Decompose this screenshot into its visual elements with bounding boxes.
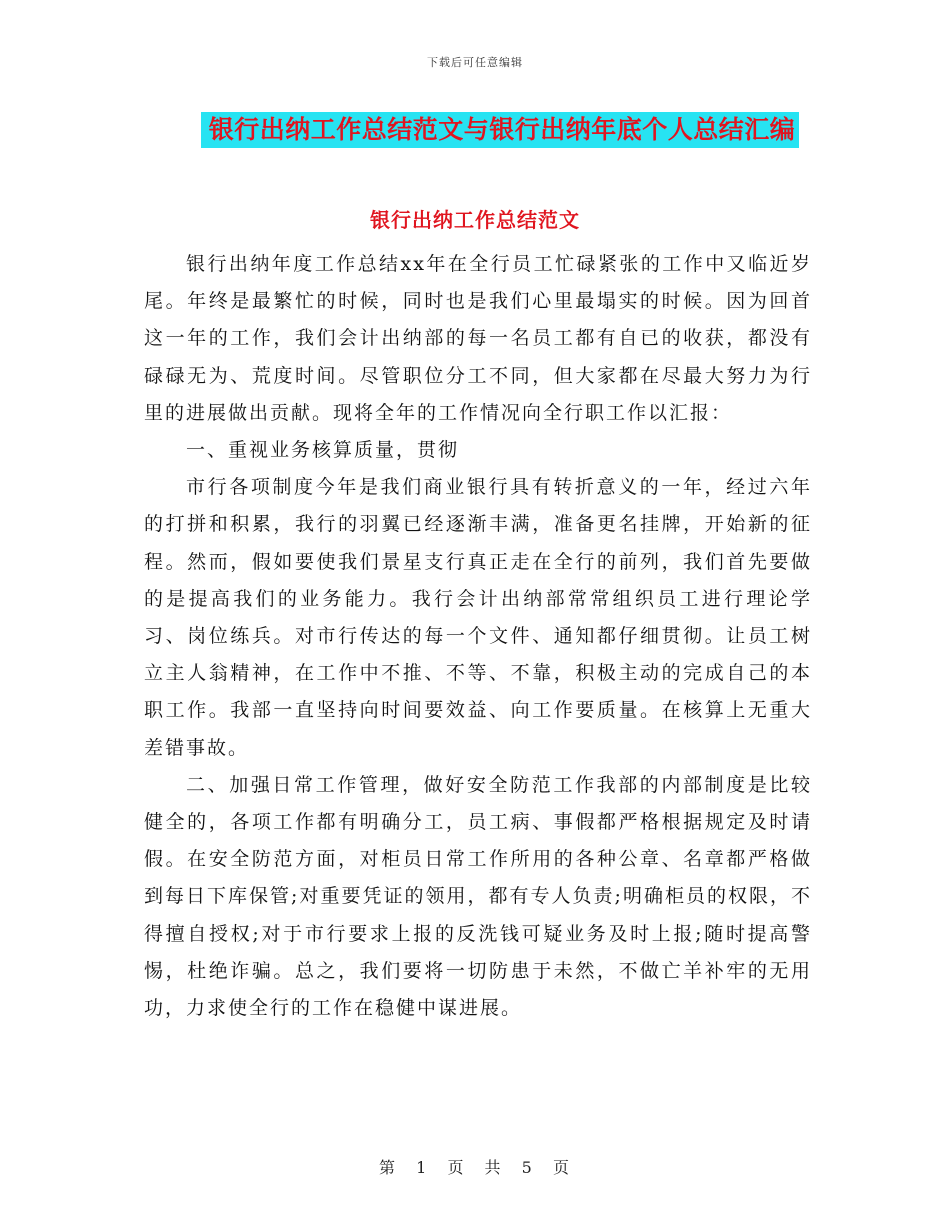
main-title: 银行出纳工作总结范文与银行出纳年底个人总结汇编: [201, 112, 800, 148]
paragraph-intro: 银行出纳年度工作总结xx年在全行员工忙碌紧张的工作中又临近岁尾。年终是最繁忙的时候，同时也是我们心里最塌实的时候。因为回首这一年的工作，我们会计出纳部的每一名员工都有自已的收获，都没有碌碌无为、荒度时间。尽管职位分工不同，但大家都在尽最大努力为行里的进展做出贡献。现将全年的工作情况向全行职工作以汇报：: [144, 253, 812, 424]
main-title-container: [0, 112, 950, 148]
footer-mid2: 共: [484, 1158, 503, 1177]
header-note: 下载后可任意编辑: [427, 56, 523, 69]
page-footer: [0, 1155, 950, 1178]
section-title: 银行出纳工作总结范文: [370, 208, 580, 232]
footer-mid1: 页: [447, 1158, 466, 1177]
document-body: [144, 246, 812, 1027]
paragraph-section-1: 市行各项制度今年是我们商业银行具有转折意义的一年，经过六年的打拼和积累，我行的羽翼已经逐渐丰满，准备更名挂牌，开始新的征程。然而，假如要使我们景星支行真正走在全行的前列，我们首先要做的是提高我们的业务能力。我行会计出纳部常常组织员工进行理论学习、岗位练兵。对市行传达的每一个文件、通知都仔细贯彻。让员工树立主人翁精神，在工作中不推、不等、不靠，积极主动的完成自己的本职工作。我部一直坚持向时间要效益、向工作要质量。在核算上无重大差错事故。: [144, 476, 812, 759]
total-pages-number: 5: [521, 1158, 534, 1177]
paragraph-heading-1: 一、重视业务核算质量，贯彻: [186, 439, 460, 462]
footer-suffix: 页: [552, 1158, 571, 1177]
paragraph-section-2: 二、加强日常工作管理，做好安全防范工作我部的内部制度是比较健全的，各项工作都有明确分工，员工病、事假都严格根据规定及时请假。在安全防范方面，对柜员日常工作所用的各种公章、名章都严格做到每日下库保管;对重要凭证的领用，都有专人负责;明确柜员的权限，不得擅自授权;对于市行要求上报的反洗钱可疑业务及时上报;随时提高警惕，杜绝诈骗。总之，我们要将一切防患于未然，不做亡羊补牢的无用功，力求使全行的工作在稳健中谋进展。: [144, 773, 812, 1020]
current-page-number: 1: [416, 1158, 429, 1177]
footer-prefix: 第: [379, 1158, 398, 1177]
